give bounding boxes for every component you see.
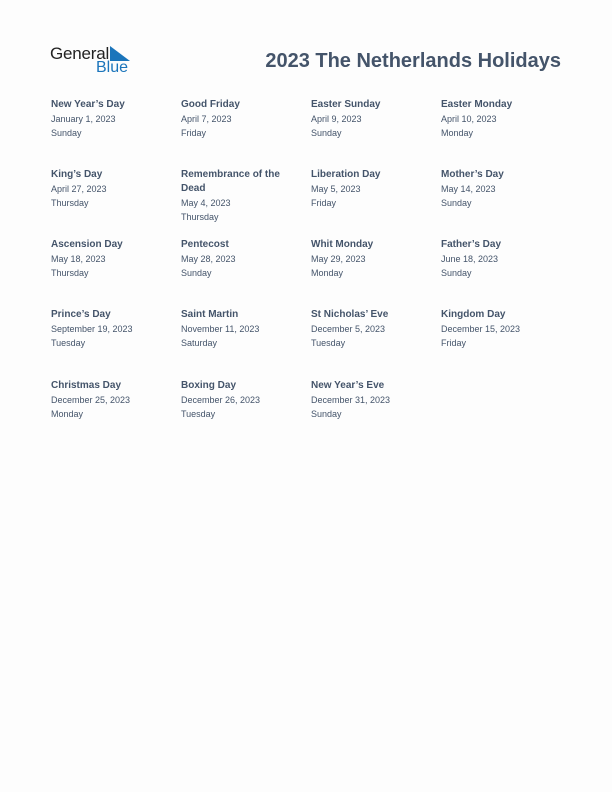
holiday-item xyxy=(51,168,169,210)
holiday-date: April 10, 2023 xyxy=(441,114,497,124)
holiday-date: December 31, 2023 xyxy=(311,395,391,405)
holiday-weekday: Friday xyxy=(311,198,337,208)
holiday-weekday: Saturday xyxy=(181,338,218,348)
holiday-name: Pentecost xyxy=(181,239,229,250)
holiday-name: New Year’s Day xyxy=(51,99,125,110)
holiday-date: December 25, 2023 xyxy=(51,395,131,405)
holiday-weekday: Monday xyxy=(311,268,344,278)
holiday-item xyxy=(181,98,299,140)
holiday-item xyxy=(311,379,429,421)
holiday-item xyxy=(181,308,299,350)
holiday-name: Mother’s Day xyxy=(441,169,504,180)
holiday-date: June 18, 2023 xyxy=(441,254,499,264)
holiday-date: April 9, 2023 xyxy=(311,114,362,124)
holiday-weekday: Monday xyxy=(441,128,474,138)
holiday-item xyxy=(311,168,429,210)
holiday-item xyxy=(311,238,429,280)
holiday-weekday: Sunday xyxy=(311,128,342,138)
holiday-date: December 15, 2023 xyxy=(441,324,521,334)
holiday-name: Easter Sunday xyxy=(311,99,381,110)
holiday-name: Prince’s Day xyxy=(51,309,111,320)
holiday-name: Whit Monday xyxy=(311,239,374,250)
holiday-name: St Nicholas’ Eve xyxy=(311,309,389,320)
holiday-weekday: Thursday xyxy=(51,198,89,208)
holiday-date: May 18, 2023 xyxy=(51,254,106,264)
holiday-weekday: Thursday xyxy=(51,268,89,278)
holiday-date: December 5, 2023 xyxy=(311,324,386,334)
holiday-date: May 29, 2023 xyxy=(311,254,366,264)
holiday-item xyxy=(51,98,169,140)
holiday-date: September 19, 2023 xyxy=(51,324,133,334)
holiday-item xyxy=(51,379,169,421)
holiday-name: New Year’s Eve xyxy=(311,380,385,391)
generalblue-logo xyxy=(50,44,134,78)
holiday-item xyxy=(441,238,559,280)
holiday-name: Father’s Day xyxy=(441,239,502,250)
holiday-item xyxy=(441,308,559,350)
holiday-item xyxy=(441,168,559,210)
page-title: 2023 The Netherlands Holidays xyxy=(265,50,561,72)
holiday-name: Kingdom Day xyxy=(441,309,506,320)
holiday-date: November 11, 2023 xyxy=(181,324,260,334)
holiday-item xyxy=(51,238,169,280)
holiday-name: Remembrance of the Dead xyxy=(181,169,280,194)
holiday-date: May 5, 2023 xyxy=(311,184,361,194)
holiday-weekday: Thursday xyxy=(181,212,219,222)
holiday-date: May 28, 2023 xyxy=(181,254,236,264)
holiday-name: Boxing Day xyxy=(181,380,237,391)
holiday-weekday: Sunday xyxy=(181,268,212,278)
holiday-name: Ascension Day xyxy=(51,239,123,250)
holiday-weekday: Friday xyxy=(441,338,467,348)
holiday-date: April 27, 2023 xyxy=(51,184,107,194)
holiday-item xyxy=(311,98,429,140)
holiday-item xyxy=(181,379,299,421)
holiday-weekday: Sunday xyxy=(441,198,472,208)
holiday-weekday: Friday xyxy=(181,128,207,138)
holiday-item xyxy=(181,168,299,224)
holiday-name: King’s Day xyxy=(51,169,103,180)
holiday-weekday: Monday xyxy=(51,409,84,419)
holiday-weekday: Sunday xyxy=(51,128,82,138)
holiday-name: Saint Martin xyxy=(181,309,239,320)
holiday-date: April 7, 2023 xyxy=(181,114,232,124)
holiday-weekday: Tuesday xyxy=(181,409,216,419)
holiday-name: Christmas Day xyxy=(51,380,122,391)
logo-blue-text: Blue xyxy=(96,59,129,76)
holiday-date: May 14, 2023 xyxy=(441,184,496,194)
holiday-date: May 4, 2023 xyxy=(181,198,231,208)
logo-general-text: General xyxy=(50,44,110,63)
holiday-weekday: Sunday xyxy=(441,268,472,278)
holiday-item xyxy=(51,308,169,350)
holiday-weekday: Tuesday xyxy=(311,338,346,348)
holiday-date: January 1, 2023 xyxy=(51,114,116,124)
holiday-name: Good Friday xyxy=(181,99,240,110)
holiday-item xyxy=(311,308,429,350)
holiday-weekday: Tuesday xyxy=(51,338,86,348)
holiday-date: December 26, 2023 xyxy=(181,395,261,405)
holiday-item xyxy=(441,98,559,140)
holiday-item xyxy=(181,238,299,280)
holiday-name: Liberation Day xyxy=(311,169,381,180)
holiday-weekday: Sunday xyxy=(311,409,342,419)
holiday-name: Easter Monday xyxy=(441,99,513,110)
